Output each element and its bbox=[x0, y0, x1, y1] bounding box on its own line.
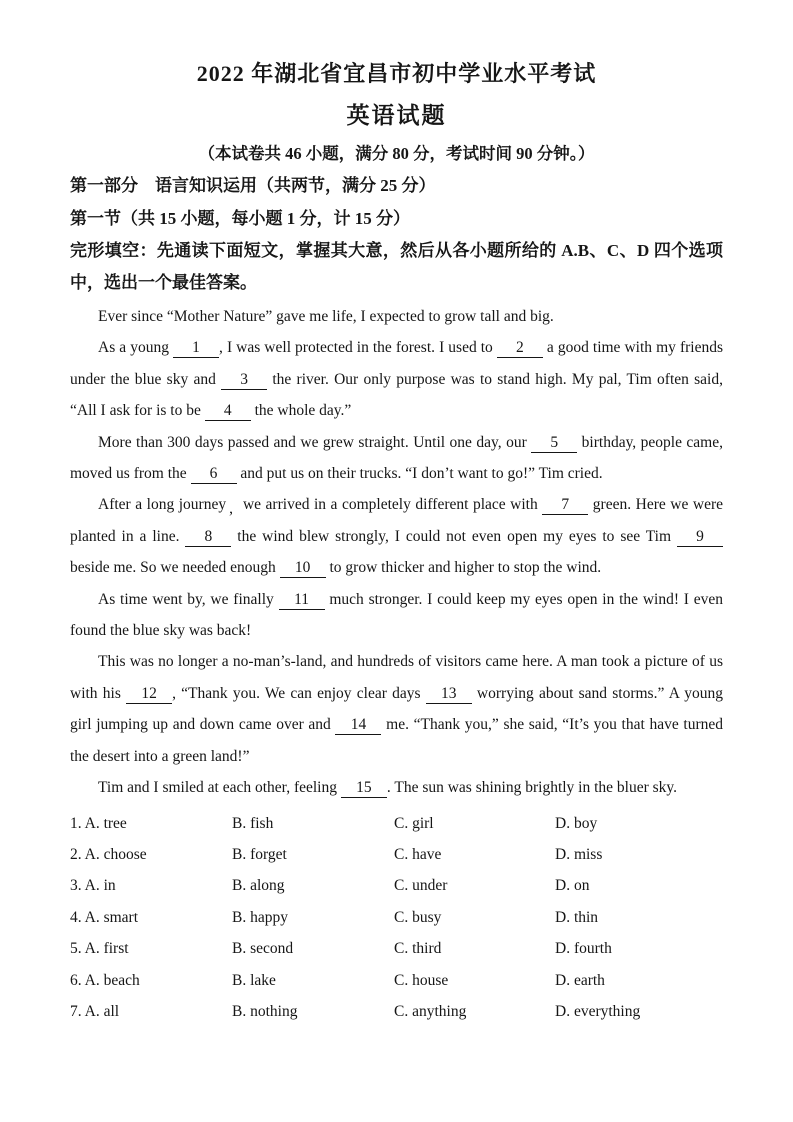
option-c: C. girl bbox=[394, 814, 434, 832]
exam-subtitle: 英语试题 bbox=[346, 103, 447, 128]
option-a: 1. A. tree bbox=[70, 814, 127, 832]
option-b: B. happy bbox=[232, 908, 288, 926]
cloze-blank-3: 3 bbox=[221, 371, 267, 390]
option-c: C. busy bbox=[394, 908, 442, 926]
option-a: 4. A. smart bbox=[70, 908, 139, 926]
option-a: 6. A. beach bbox=[70, 971, 140, 989]
passage-paragraph: Ever since “Mother Nature” gave me life, I expected to grow tall and big. bbox=[98, 308, 554, 325]
option-d: D. boy bbox=[555, 814, 598, 832]
option-d: D. on bbox=[555, 877, 590, 895]
option-a: 2. A. choose bbox=[70, 845, 147, 863]
option-row-4 bbox=[70, 902, 723, 933]
option-d: D. miss bbox=[555, 845, 603, 863]
cloze-blank-4: 4 bbox=[205, 402, 251, 421]
option-a: 5. A. first bbox=[70, 940, 129, 958]
option-b: B. forget bbox=[232, 845, 287, 863]
option-d: D. earth bbox=[555, 971, 605, 989]
cloze-blank-14: 14 bbox=[335, 716, 381, 735]
option-c: C. third bbox=[394, 940, 442, 958]
option-b: B. along bbox=[232, 877, 285, 895]
option-b: B. nothing bbox=[232, 1002, 298, 1020]
cloze-blank-15: 15 bbox=[341, 779, 387, 798]
cloze-blank-13: 13 bbox=[426, 685, 472, 704]
cloze-blank-9: 9 bbox=[677, 528, 723, 547]
exam-info-line: （本试卷共 46 小题，满分 80 分，考试时间 90 分钟。） bbox=[198, 144, 595, 163]
option-b: B. lake bbox=[232, 971, 276, 989]
cloze-blank-11: 11 bbox=[279, 591, 325, 610]
cloze-blank-5: 5 bbox=[531, 434, 577, 453]
option-a: 3. A. in bbox=[70, 877, 116, 895]
option-row-2 bbox=[70, 839, 723, 870]
part1-heading: 第一部分 语言知识运用（共两节，满分 25 分） bbox=[70, 176, 436, 195]
section1-heading: 第一节（共 15 小题，每小题 1 分，计 15 分） bbox=[70, 209, 410, 228]
cloze-blank-8: 8 bbox=[185, 528, 231, 547]
option-row-7 bbox=[70, 996, 723, 1027]
option-b: B. fish bbox=[232, 814, 274, 832]
cloze-blank-7: 7 bbox=[542, 496, 588, 515]
passage-paragraph: This was no longer a no-man’s-land, and hundreds of visitors came here. A man took a picture of us with his 12 , “Thank you. We can enjoy clear days 13 worrying about sand storms.” A young girl jumping up and down came over and 14 me. “Thank you,” she said, “It’s you that have turned the desert into a green land!” bbox=[70, 653, 723, 765]
option-c: C. under bbox=[394, 877, 448, 895]
passage-paragraph: More than 300 days passed and we grew straight. Until one day, our 5 birthday, people came, moved us from the 6 and put us on their trucks. “I don’t want to go!” Tim cried. bbox=[70, 433, 723, 483]
cloze-instruction: 完形填空：先通读下面短文，掌握其大意，然后从各小题所给的 A.B、C、D 四个选项中，选出一个最佳答案。 bbox=[70, 241, 723, 292]
option-b: B. second bbox=[232, 940, 294, 958]
passage-paragraph: As a young 1 , I was well protected in the forest. I used to 2 a good time with my friends under the blue sky and 3 the river. Our only purpose was to stand high. My pal, Tim often said, “All I ask for is to be 4 the whole day.” bbox=[70, 339, 723, 420]
option-c: C. have bbox=[394, 845, 442, 863]
option-a: 7. A. all bbox=[70, 1002, 120, 1020]
option-c: C. anything bbox=[394, 1002, 467, 1020]
lowered-comma: , bbox=[229, 500, 233, 518]
option-d: D. thin bbox=[555, 908, 599, 926]
option-row-3 bbox=[70, 870, 723, 901]
option-d: D. fourth bbox=[555, 940, 612, 958]
passage-paragraph: Tim and I smiled at each other, feeling 15 . The sun was shining brightly in the bluer sky. bbox=[98, 779, 678, 797]
cloze-blank-1: 1 bbox=[173, 339, 219, 358]
option-row-6 bbox=[70, 965, 723, 996]
cloze-blank-12: 12 bbox=[126, 685, 172, 704]
cloze-blank-10: 10 bbox=[280, 559, 326, 578]
option-row-1 bbox=[70, 808, 723, 839]
passage-paragraph: As time went by, we finally 11 much stronger. I could keep my eyes open in the wind! I even found the blue sky was back! bbox=[70, 590, 724, 640]
passage-paragraph: After a long journey , we arrived in a completely different place with 7 green. Here we were planted in a line. 8 the wind blew strongly, I could not even open my eyes to see Tim 9 beside me. So we needed enough 10 to grow thicker and higher to stop the wind. bbox=[70, 496, 723, 577]
option-row-5 bbox=[70, 933, 723, 964]
cloze-blank-2: 2 bbox=[497, 339, 543, 358]
cloze-passage bbox=[70, 301, 723, 804]
options-table bbox=[70, 808, 723, 1028]
option-c: C. house bbox=[394, 971, 449, 989]
option-d: D. everything bbox=[555, 1002, 641, 1020]
exam-title: 2022 年湖北省宜昌市初中学业水平考试 bbox=[196, 61, 597, 86]
cloze-blank-6: 6 bbox=[191, 465, 237, 484]
